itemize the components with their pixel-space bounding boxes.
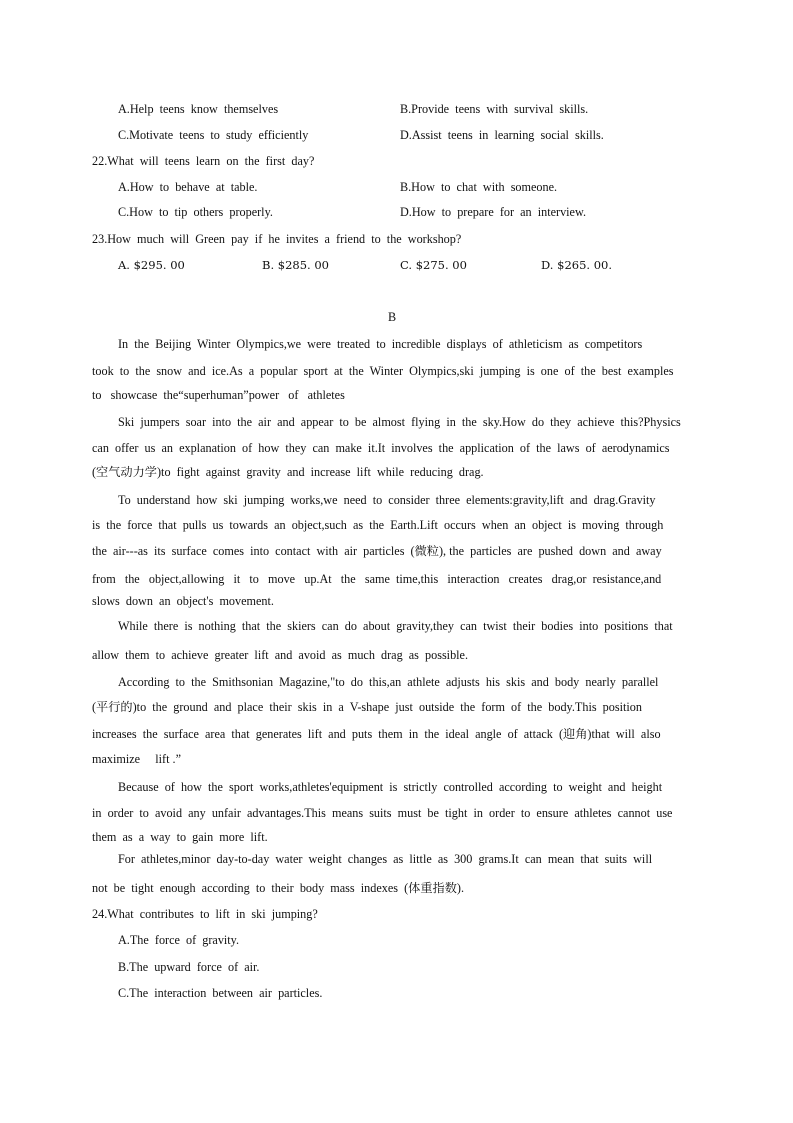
q22-option-d: D.How to prepare for an interview. (400, 205, 587, 219)
passage-line: slows down an object's movement. (92, 594, 274, 608)
passage-line: While there is nothing that the skiers can do about gravity,they can twist their bodies into positions that (118, 619, 673, 633)
q21-option-d: D.Assist teens in learning social skills. (400, 128, 604, 142)
section-b-heading: B (388, 310, 397, 324)
passage-line: Because of how the sport works,athletes'equipment is strictly controlled according to weight and height (118, 780, 663, 794)
passage-line: can offer us an explanation of how they can make it.It involves the application of the laws of aerodynamics (92, 441, 670, 455)
q23-option-d: D. $265. 00. (541, 258, 612, 272)
passage-line: the air---as its surface comes into contact with air particles (微粒), the particles are pushed down and away (92, 544, 662, 558)
q23-option-b: B. $285. 00 (262, 258, 329, 272)
q21-option-c: C.Motivate teens to study efficiently (118, 128, 309, 142)
q21-option-b: B.Provide teens with survival skills. (400, 102, 589, 116)
passage-line: them as a way to gain more lift. (92, 830, 268, 844)
q24-option-b: B.The upward force of air. (118, 960, 260, 974)
q22-stem: 22.What will teens learn on the first day? (92, 154, 315, 168)
q22-option-b: B.How to chat with someone. (400, 180, 558, 194)
passage-line: not be tight enough according to their body mass indexes (体重指数). (92, 881, 464, 895)
passage-line: took to the snow and ice.As a popular sport at the Winter Olympics,ski jumping is one of the best examples (92, 364, 674, 378)
passage-line: is the force that pulls us towards an object,such as the Earth.Lift occurs when an object is moving through (92, 518, 664, 532)
passage-line: maximize lift .” (92, 752, 182, 766)
q21-option-a: A.Help teens know themselves (118, 102, 279, 116)
passage-line: from the object,allowing it to move up.At the same time,this interaction creates drag,or resistance,and (92, 572, 662, 586)
q24-stem: 24.What contributes to lift in ski jumping? (92, 907, 318, 921)
q23-stem: 23.How much will Green pay if he invites a friend to the workshop? (92, 232, 462, 246)
passage-line: According to the Smithsonian Magazine,"to do this,an athlete adjusts his skis and body nearly parallel (118, 675, 659, 689)
passage-line: increases the surface area that generates lift and puts them in the ideal angle of attack (迎角)that will also (92, 727, 661, 741)
q22-option-c: C.How to tip others properly. (118, 205, 273, 219)
passage-line: (平行的)to the ground and place their skis in a V-shape just outside the form of the body.This position (92, 700, 642, 714)
passage-line: Ski jumpers soar into the air and appear to be almost flying in the sky.How do they achieve this?Physics (118, 415, 681, 429)
passage-line: to showcase the“superhuman”power of athletes (92, 388, 345, 402)
q22-option-a: A.How to behave at table. (118, 180, 258, 194)
passage-line: (空气动力学)to fight against gravity and increase lift while reducing drag. (92, 465, 484, 479)
passage-line: To understand how ski jumping works,we need to consider three elements:gravity,lift and drag.Gravity (118, 493, 656, 507)
passage-line: allow them to achieve greater lift and avoid as much drag as possible. (92, 648, 469, 662)
q24-option-a: A.The force of gravity. (118, 933, 240, 947)
passage-line: For athletes,minor day-to-day water weight changes as little as 300 grams.It can mean that suits will (118, 852, 653, 866)
passage-line: In the Beijing Winter Olympics,we were treated to incredible displays of athleticism as competitors (118, 337, 643, 351)
passage-line: in order to avoid any unfair advantages.This means suits must be tight in order to ensure athletes cannot use (92, 806, 673, 820)
q24-option-c: C.The interaction between air particles. (118, 986, 323, 1000)
q23-option-a: A. $295. 00 (118, 258, 185, 272)
q23-option-c: C. $275. 00 (400, 258, 467, 272)
